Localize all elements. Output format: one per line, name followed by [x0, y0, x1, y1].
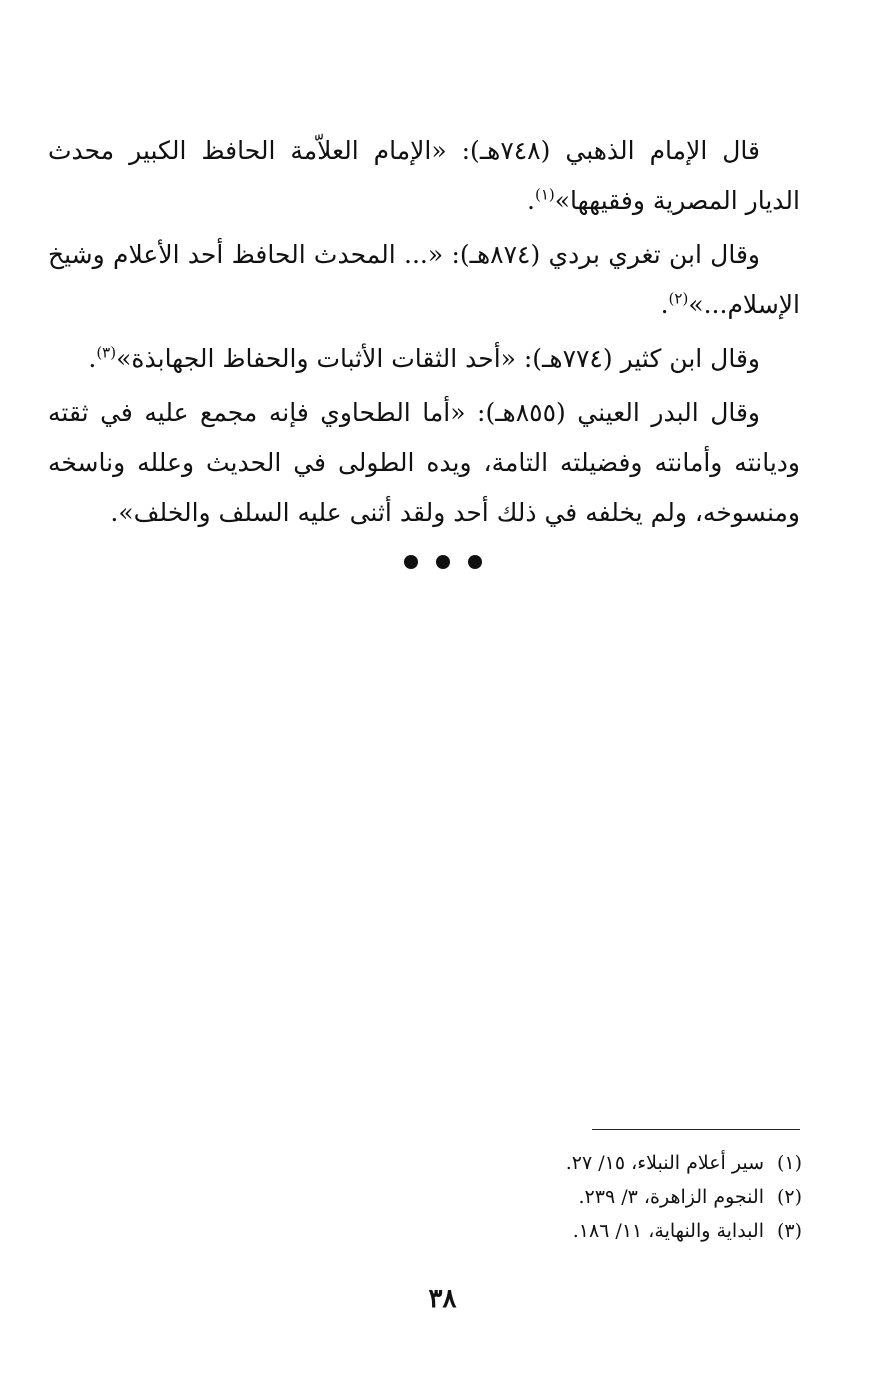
paragraph-text: وقال البدر العيني (٨٥٥هـ): «أما الطحاوي فإنه مجمع عليه في ثقته وديانته وأمانته وفضيلته التامة، ويده الطولى في الحديث وعلله وناسخه ومنسوخه، ولم يخلفه في ذلك أحد ولقد أثنى عليه السلف والخلف».: [48, 398, 800, 527]
separator-dot: [404, 555, 418, 569]
footnote-divider: [592, 1129, 800, 1130]
footnote-text: سير أعلام النبلاء، ١٥/ ٢٧.: [565, 1152, 764, 1174]
footnote-reference: (٣): [96, 343, 117, 362]
section-separator: [0, 554, 885, 573]
quote-paragraph-dhahabi: [48, 126, 800, 226]
page-number: ٣٨: [428, 1284, 457, 1314]
paragraph-text: وقال ابن كثير (٧٧٤هـ): «أحد الثقات الأثبات والحفاظ الجهابذة»: [116, 344, 760, 373]
footnote-item: [420, 1146, 802, 1180]
footnote-reference: (١): [534, 185, 555, 204]
paragraph-end: .: [527, 186, 535, 215]
footnote-item: [420, 1214, 802, 1248]
footnote-number: (٣): [776, 1220, 802, 1242]
quote-paragraph-aini: [48, 388, 800, 538]
footnote-number: (٢): [776, 1186, 802, 1208]
quote-paragraph-ibn-kathir: [48, 334, 800, 384]
footnotes: [420, 1146, 802, 1248]
separator-dot: [436, 555, 450, 569]
footnote-item: [420, 1180, 802, 1214]
main-text: [48, 126, 800, 542]
footnote-reference: (٢): [668, 289, 689, 308]
separator-dot: [468, 555, 482, 569]
footnote-text: النجوم الزاهرة، ٣/ ٢٣٩.: [578, 1186, 764, 1208]
footnote-number: (١): [776, 1152, 802, 1174]
quote-paragraph-taghri-birdi: [48, 230, 800, 330]
paragraph-text: قال الإمام الذهبي (٧٤٨هـ): «الإمام العلاّمة الحافظ الكبير محدث الديار المصرية وفقيهها»: [48, 136, 800, 215]
paragraph-end: .: [88, 344, 97, 373]
footnote-text: البداية والنهاية، ١١/ ١٨٦.: [572, 1220, 764, 1242]
paragraph-text: وقال ابن تغري بردي (٨٧٤هـ): «... المحدث الحافظ أحد الأعلام وشيخ الإسلام...»: [48, 240, 800, 319]
paragraph-end: .: [660, 290, 669, 319]
